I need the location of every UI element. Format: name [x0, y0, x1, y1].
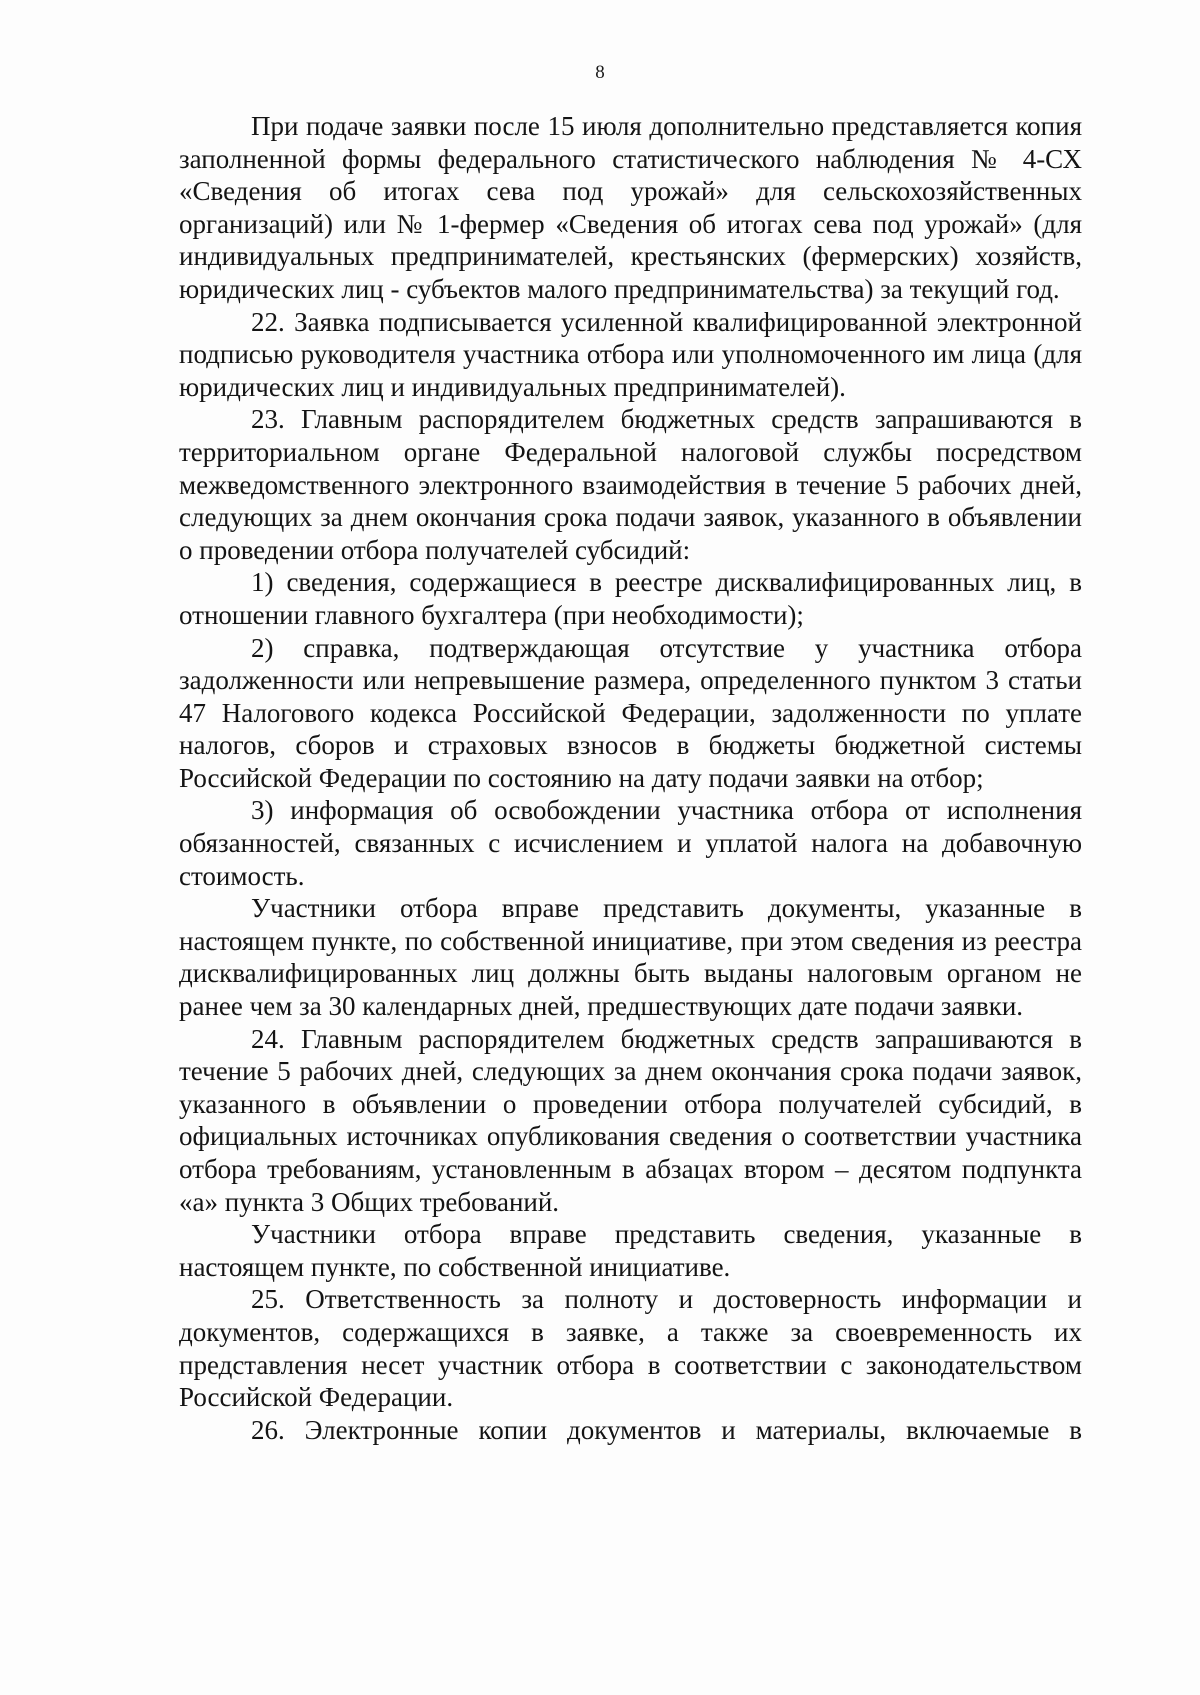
document-body [179, 110, 1082, 1446]
paragraph-sowing-report: При подаче заявки после 15 июля дополнительно представляется копия заполненной формы федерального статистического наблюдения № 4-СХ «Сведения об итогах сева под урожай» для сельскохозяйственных организаций) или № 1-фермер «Сведения об итогах сева под урожай» (для индивидуальных предпринимателей, крестьянских (фермерских) хозяйств, юридических лиц - субъектов малого предпринимательства) за текущий год. [179, 111, 1082, 304]
page-number: 8 [595, 62, 605, 83]
list-item-3-vat-exemption: 3) информация об освобождении участника отбора от исполнения обязанностей, связанных с исчислением и уплатой налога на добавочную стоимость. [179, 795, 1082, 891]
paragraph-25-responsibility: 25. Ответственность за полноту и достоверность информации и документов, содержащихся в заявке, а также за своевременность их представления несет участник отбора в соответствии с законодательством Российской Федерации. [179, 1284, 1082, 1413]
paragraph-22-signature: 22. Заявка подписывается усиленной квалифицированной электронной подписью руководителя участника отбора или уполномоченного им лица (для юридических лиц и индивидуальных предпринимателей). [179, 306, 1082, 402]
paragraph-24-official-sources: 24. Главным распорядителем бюджетных средств запрашиваются в течение 5 рабочих дней, следующих за днем окончания срока подачи заявок, указанного в объявлении о проведении отбора получателей субсидий, в официальных источниках опубликования сведения о соответствии участника отбора требованиям, установленным в абзацах втором – десятом подпункта «а» пункта 3 Общих требований. [179, 1023, 1082, 1217]
list-item-2-debt-certificate: 2) справка, подтверждающая отсутствие у участника отбора задолженности или непревышение размера, определенного пунктом 3 статьи 47 Налогового кодекса Российской Федерации, задолженности по уплате налогов, сборов и страховых взносов в бюджеты бюджетной системы Российской Федерации по состоянию на дату подачи заявки на отбор; [179, 632, 1082, 793]
list-item-1-disqualified-registry: 1) сведения, содержащиеся в реестре дисквалифицированных лиц, в отношении главного бухгалтера (при необходимости); [179, 567, 1082, 630]
paragraph-23-tax-requests: 23. Главным распорядителем бюджетных средств запрашиваются в территориальном органе Федеральной налоговой службы посредством межведомственного электронного взаимодействия в течение 5 рабочих дней, следующих за днем окончания срока подачи заявок, указанного в объявлении о проведении отбора получателей субсидий: [179, 404, 1082, 565]
paragraph-own-initiative-info: Участники отбора вправе представить сведения, указанные в настоящем пункте, по собственной инициативе. [179, 1219, 1082, 1282]
paragraph-own-initiative-documents: Участники отбора вправе представить документы, указанные в настоящем пункте, по собственной инициативе, при этом сведения из реестра дисквалифицированных лиц должны быть выданы налоговым органом не ранее чем за 30 календарных дней, предшествующих дате подачи заявки. [179, 893, 1082, 1022]
paragraph-26-electronic-copies: 26. Электронные копии документов и материалы, включаемые в [251, 1414, 1082, 1445]
